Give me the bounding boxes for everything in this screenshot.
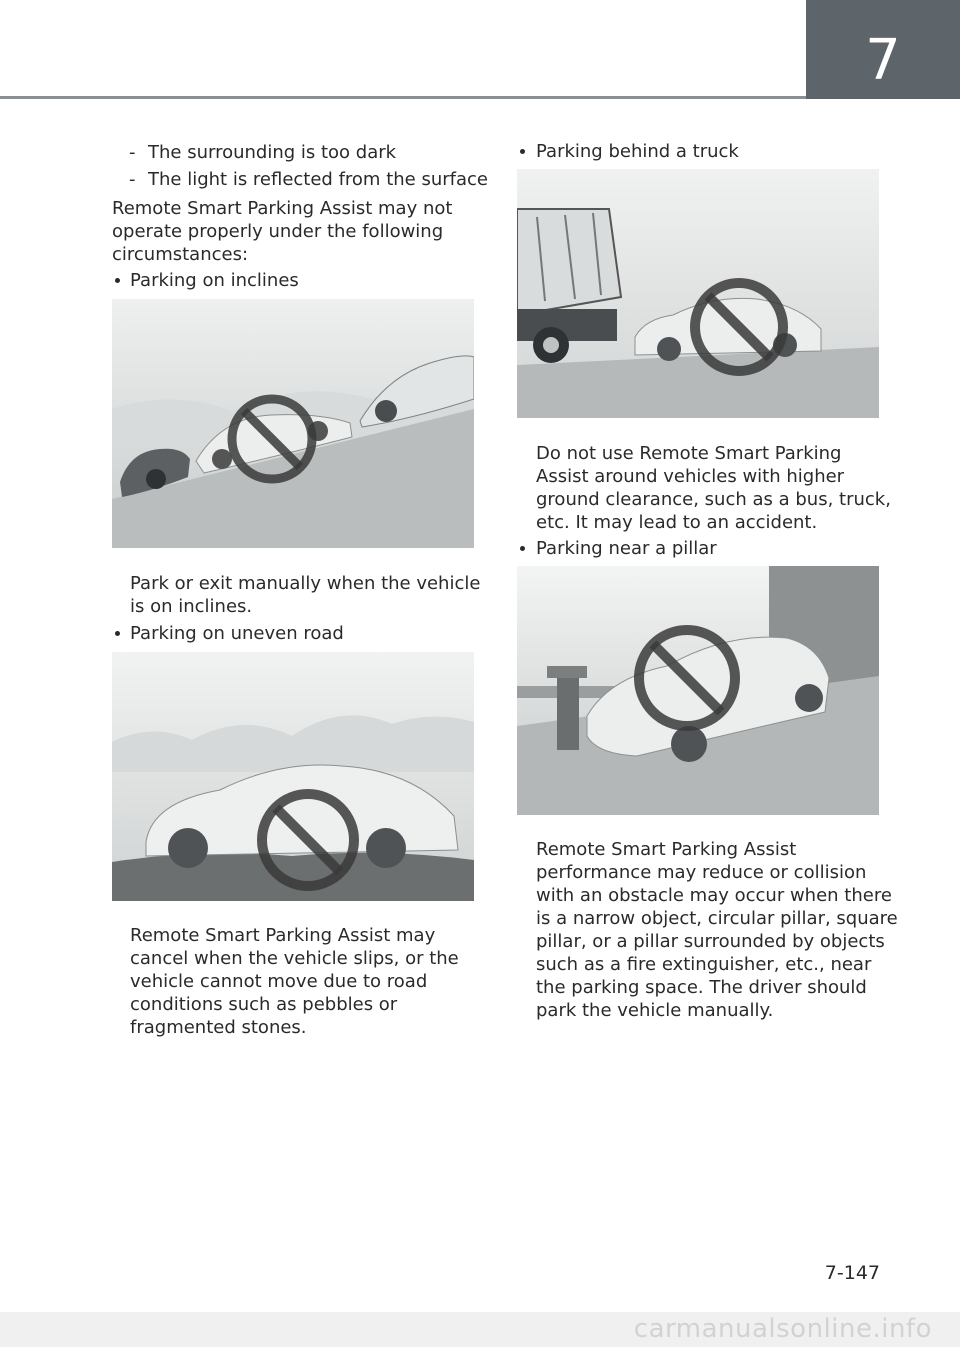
uneven-note: conditions such as pebbles or: [130, 994, 398, 1015]
bullet-uneven: Parking on uneven road: [130, 623, 344, 644]
chapter-number: 7: [865, 28, 901, 93]
page-number: 7-147: [824, 1262, 880, 1284]
bullet-dot: [115, 278, 120, 283]
uneven-note: Remote Smart Parking Assist may: [130, 925, 436, 946]
truck-note: Assist around vehicles with higher: [536, 466, 845, 487]
truck-note: ground clearance, such as a bus, truck,: [536, 489, 891, 510]
intro-line: Remote Smart Parking Assist may not: [112, 198, 453, 219]
pillar-note: is a narrow object, circular pillar, square: [536, 908, 898, 929]
figure-truck: [517, 169, 879, 418]
truck-note: etc. It may lead to an accident.: [536, 512, 818, 533]
bullet-pillar: Parking near a pillar: [536, 538, 717, 559]
dash-marker: -: [129, 142, 136, 163]
pillar-note: performance may reduce or collision: [536, 862, 867, 883]
uneven-note: cancel when the vehicle slips, or the: [130, 948, 459, 969]
header-rule: [0, 96, 806, 99]
pillar-note: with an obstacle may occur when there: [536, 885, 892, 906]
pillar-note: pillar, or a pillar surrounded by objects: [536, 931, 885, 952]
truck-note: Do not use Remote Smart Parking: [536, 443, 842, 464]
truck-shape: [517, 209, 621, 363]
watermark[interactable]: carmanualsonline.info: [633, 1314, 932, 1344]
figure-pillar: [517, 566, 879, 815]
pillar-note: such as a fire extinguisher, etc., near: [536, 954, 872, 975]
bullet-truck: Parking behind a truck: [536, 141, 739, 162]
bullet-dot: [520, 149, 525, 154]
bullet-dot: [115, 631, 120, 636]
inclines-note: is on inclines.: [130, 596, 253, 617]
intro-line: circumstances:: [112, 244, 249, 265]
pillar-note: park the vehicle manually.: [536, 1000, 774, 1021]
inclines-note: Park or exit manually when the vehicle: [130, 573, 481, 594]
bullet-inclines: Parking on inclines: [130, 270, 299, 291]
dash-marker: -: [129, 169, 136, 190]
pillar-note: the parking space. The driver should: [536, 977, 867, 998]
uneven-note: vehicle cannot move due to road: [130, 971, 428, 992]
dash-item: The light is reflected from the surface: [148, 169, 488, 190]
chapter-tab: [806, 0, 960, 99]
dash-item: The surrounding is too dark: [148, 142, 397, 163]
figure-uneven-road: [112, 652, 474, 901]
pillar-note: Remote Smart Parking Assist: [536, 839, 797, 860]
uneven-note: fragmented stones.: [130, 1017, 307, 1038]
intro-line: operate properly under the following: [112, 221, 444, 242]
bullet-dot: [520, 546, 525, 551]
figure-inclines: [112, 299, 474, 548]
